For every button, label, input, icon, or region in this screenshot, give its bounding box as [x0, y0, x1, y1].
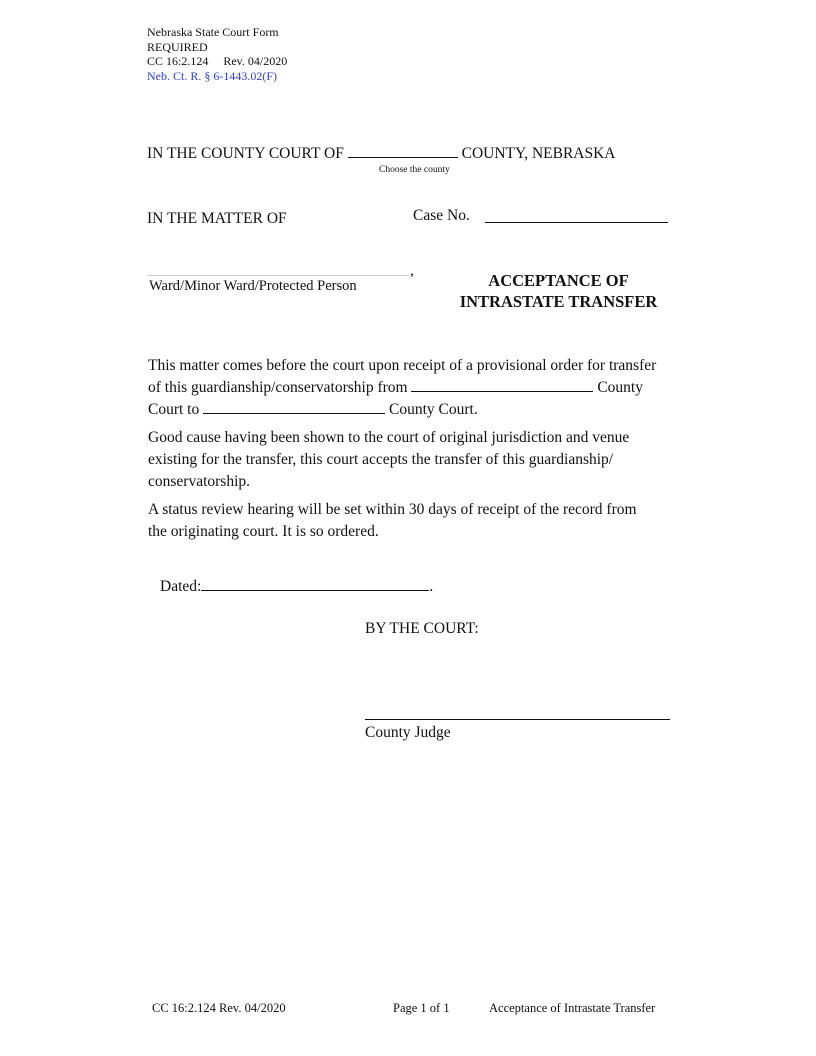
- document-title: [441, 270, 676, 312]
- dated-field[interactable]: [201, 576, 429, 591]
- ward-label: Ward/Minor Ward/Protected Person: [149, 278, 357, 294]
- footer-form-title: Acceptance of Intrastate Transfer: [489, 1001, 656, 1015]
- order-body: [148, 355, 658, 549]
- by-the-court: BY THE COURT:: [365, 620, 479, 637]
- judge-label: County Judge: [365, 724, 451, 741]
- origin-county-field[interactable]: [411, 377, 593, 392]
- ward-name-field[interactable]: [147, 275, 409, 276]
- footer-form-number: CC 16:2.124 Rev. 04/2020: [152, 1001, 286, 1015]
- transfer-text-2: County Court to: [148, 379, 643, 418]
- form-required: REQUIRED: [147, 39, 208, 54]
- form-revision: Rev. 04/2020: [223, 54, 288, 68]
- title-line-1: ACCEPTANCE OF: [488, 271, 629, 290]
- court-caption: [147, 143, 615, 163]
- court-rule-link[interactable]: Neb. Ct. R. § 6-1443.02(F): [147, 68, 277, 83]
- dated-period: .: [429, 578, 434, 595]
- county-field[interactable]: [348, 143, 458, 158]
- dated-label: Dated:: [160, 578, 202, 595]
- transfer-text-3: County Court.: [389, 401, 478, 418]
- paragraph-status-review: A status review hearing will be set within 30 days of receipt of the record from the originating court. It is so ordered.: [148, 501, 637, 540]
- county-hint: Choose the county: [379, 165, 450, 175]
- judge-signature-line[interactable]: [365, 719, 670, 720]
- form-number: CC 16:2.124: [147, 54, 209, 68]
- court-suffix: COUNTY, NEBRASKA: [461, 145, 616, 162]
- destination-county-field[interactable]: [203, 399, 385, 414]
- matter-label: IN THE MATTER OF: [147, 210, 287, 227]
- title-line-2: INTRASTATE TRANSFER: [459, 292, 658, 311]
- case-number-label: Case No.: [413, 207, 470, 224]
- case-number-field[interactable]: [485, 222, 668, 223]
- dated-row: [160, 576, 433, 596]
- footer-page-number: Page 1 of 1: [393, 1001, 450, 1015]
- transfer-text: This matter comes before the court upon receipt of a provisional order for transfer of this guardianship/conservatorship from: [148, 357, 657, 396]
- court-prefix: IN THE COUNTY COURT OF: [147, 145, 344, 162]
- paragraph-transfer: [148, 355, 658, 421]
- form-number-line: [147, 54, 287, 69]
- form-source: Nebraska State Court Form: [147, 25, 279, 39]
- paragraph-good-cause: Good cause having been shown to the court of original jurisdiction and venue existing for the transfer, this court accepts the transfer of this guardianship/ conservatorship.: [148, 429, 630, 490]
- ward-name-comma: ,: [410, 262, 414, 279]
- form-header: [147, 25, 287, 83]
